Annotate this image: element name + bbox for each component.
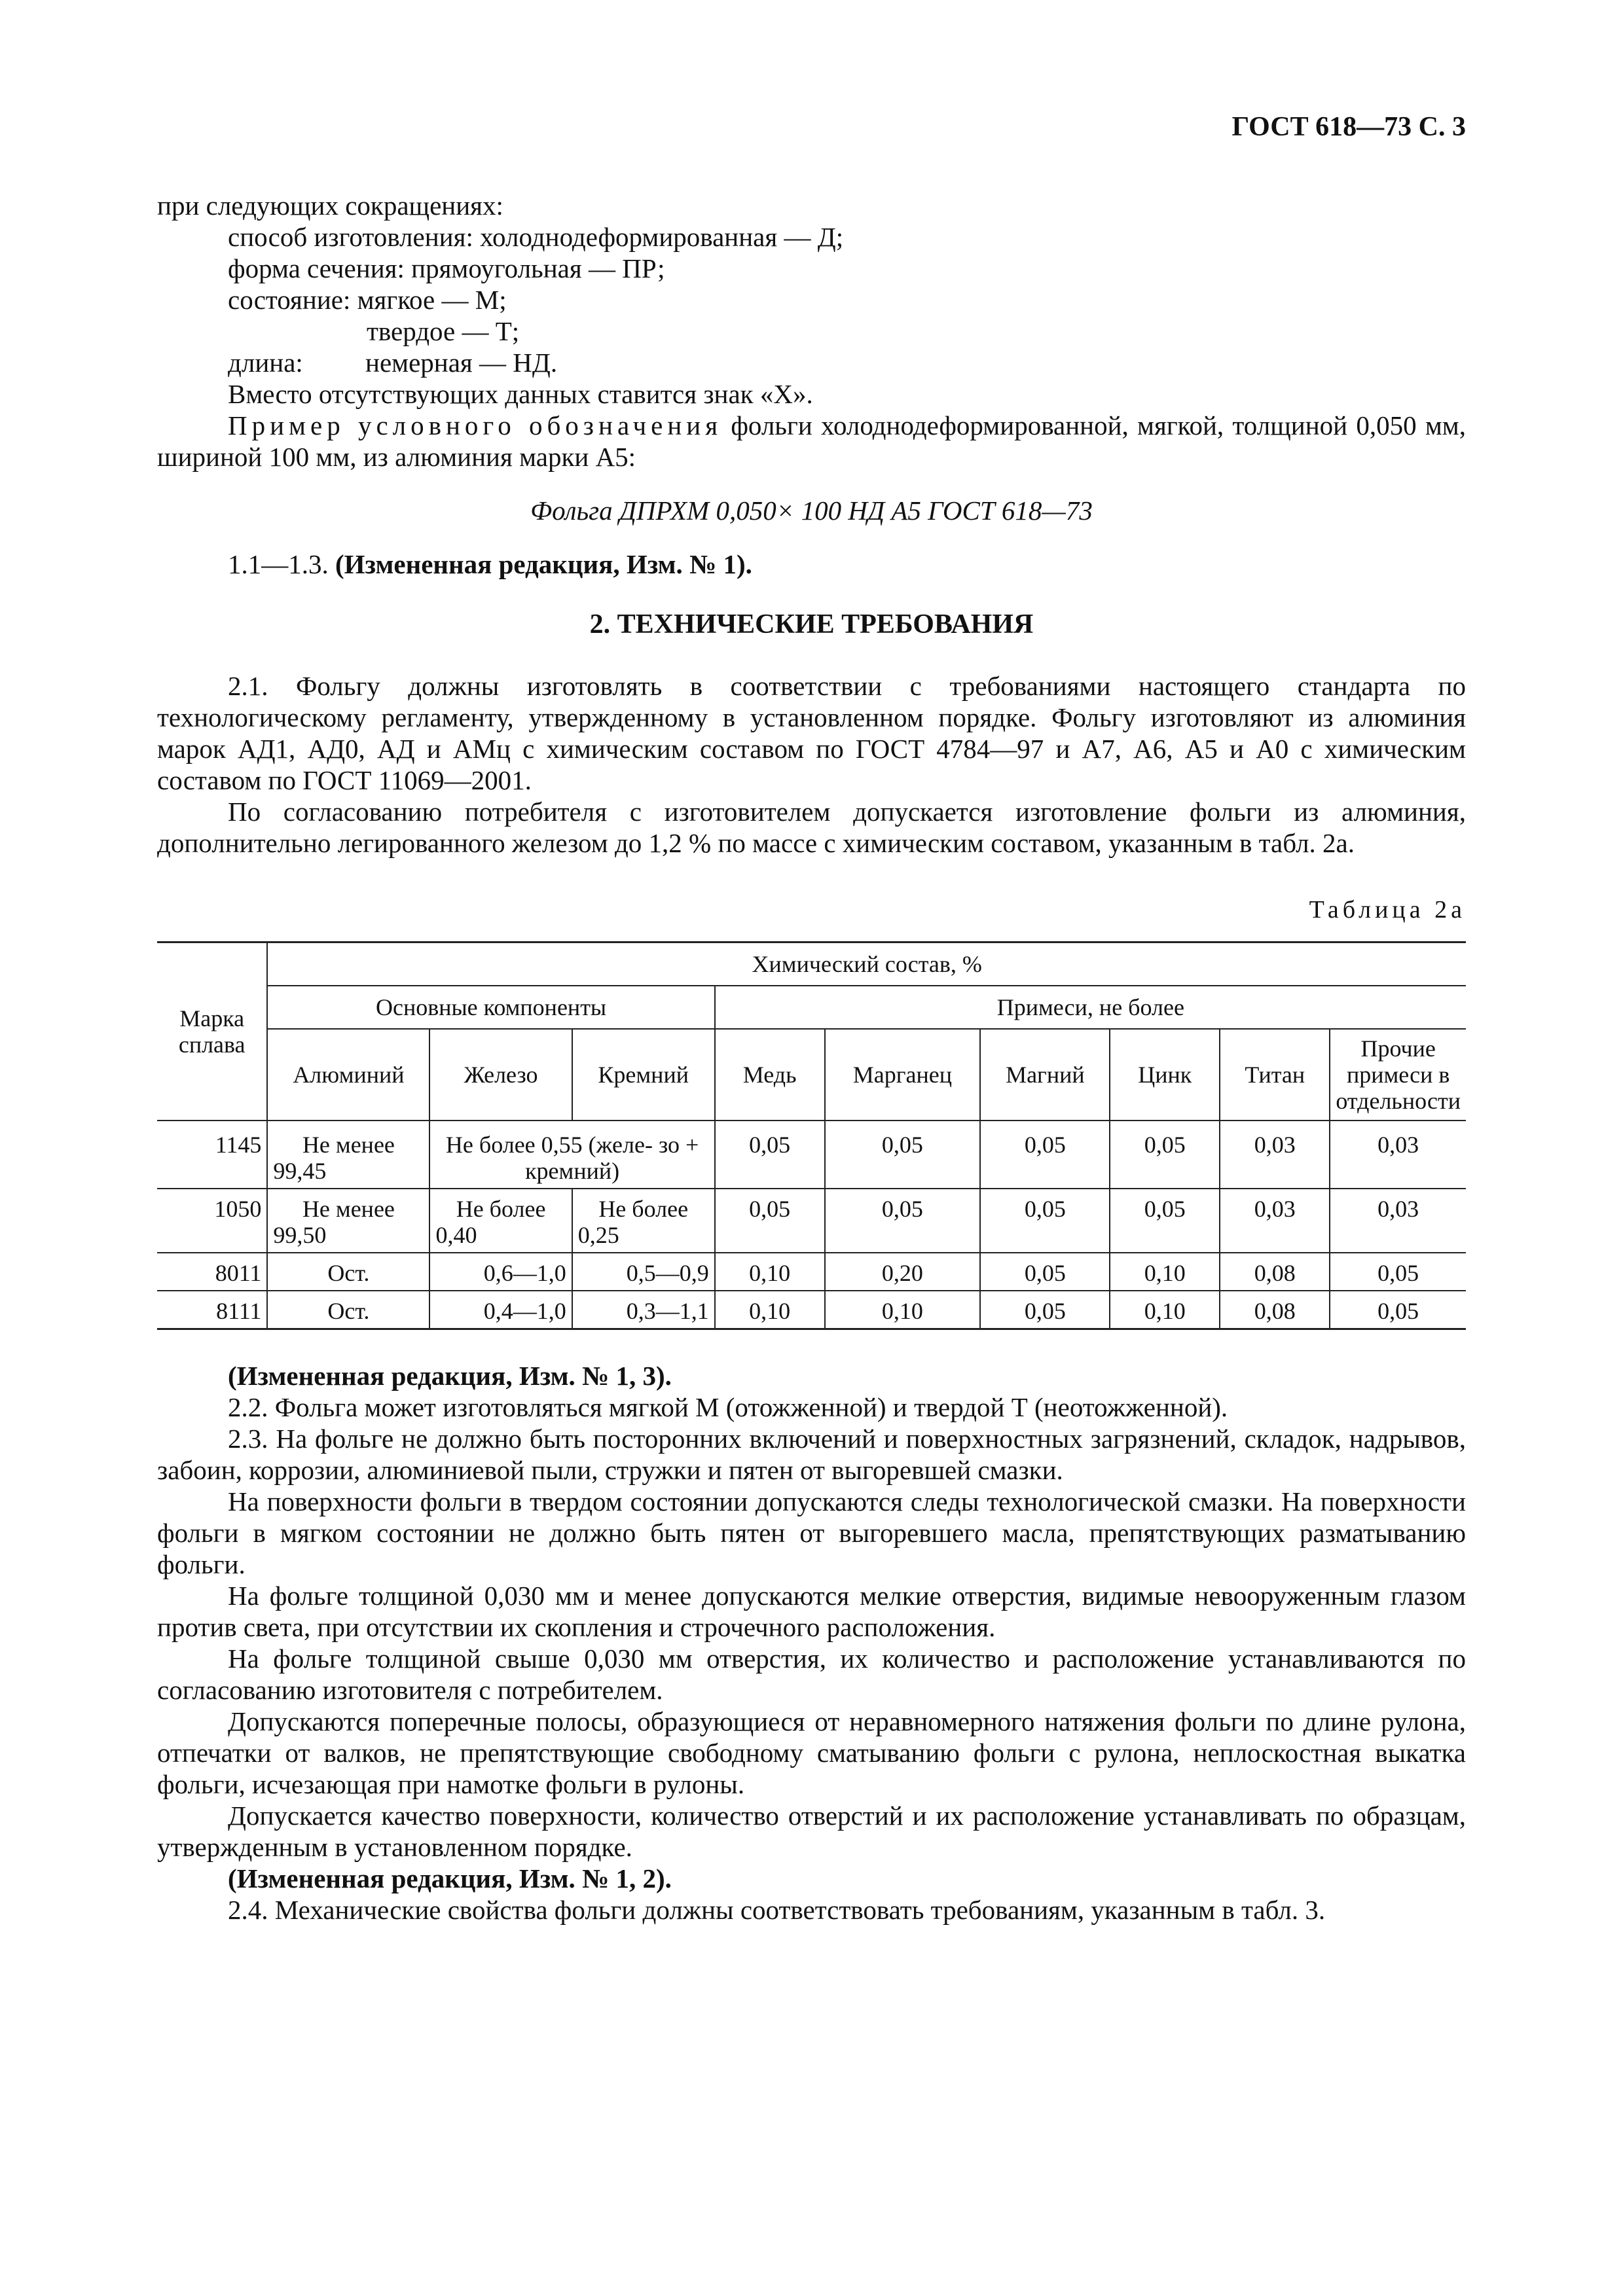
example-text: фольги холоднодеформированной, мягкой, толщиной 0,050 мм, шириной 100 мм, из алюминия марки А5:	[157, 410, 1467, 472]
cell-copper: 0,10	[715, 1253, 825, 1291]
cell-zinc: 0,05	[1110, 1121, 1220, 1189]
col-zinc: Цинк	[1110, 1029, 1220, 1121]
paragraph-2-3-lubricant: На поверхности фольги в твердом состоянии допускаются следы технологической смазки. На поверхности фольги в мягком состоянии не должно быть пятен от выгоревшего масла, препятствующих разматыванию фольги.	[157, 1486, 1466, 1579]
cell-iron: 0,6—1,0	[429, 1253, 572, 1291]
cell-copper: 0,05	[715, 1189, 825, 1253]
header-grade: Марка сплава	[157, 942, 267, 1121]
length-value: немерная — НД.	[365, 348, 558, 378]
cell-silicon: Не более 0,25	[572, 1189, 715, 1253]
cell-zinc: 0,05	[1110, 1189, 1220, 1253]
cell-iron: Не более 0,40	[429, 1189, 572, 1253]
cell-iron-silicon: Не более 0,55 (желе- зо + кремний)	[429, 1121, 714, 1189]
cell-magnesium: 0,05	[980, 1291, 1110, 1329]
cell-magnesium: 0,05	[980, 1121, 1110, 1189]
abbr-state-hard: твердое — Т;	[367, 316, 520, 346]
cell-aluminum: Не менее 99,50	[267, 1189, 429, 1253]
amendment-number: 1.1—1.3.	[228, 549, 329, 579]
col-other-impurities: Прочие примеси в отдельности	[1330, 1029, 1466, 1121]
table-row	[157, 1253, 1466, 1291]
cell-zinc: 0,10	[1110, 1253, 1220, 1291]
cell-iron: 0,4—1,0	[429, 1291, 572, 1329]
table-row	[157, 1121, 1466, 1189]
cell-magnesium: 0,05	[980, 1189, 1110, 1253]
cell-other: 0,05	[1330, 1253, 1466, 1291]
col-magnesium: Магний	[980, 1029, 1110, 1121]
paragraph-2-3-holes-thin: На фольге толщиной 0,030 мм и менее допускаются мелкие отверстия, видимые невооруженным глазом против света, при отсутствии их скопления и строчечного расположения.	[157, 1581, 1466, 1642]
paragraph-2-1: 2.1. Фольгу должны изготовлять в соответствии с требованиями настоящего стандарта по технологическому регламенту, утвержденному в установленном порядке. Фольгу изготовляют из алюминия марок АД1, АД0, АД и АМц с химическим составом по ГОСТ 4784—97 и А7, А6, А5 и А0 с химическим составом по ГОСТ 11069—2001.	[157, 671, 1466, 795]
cell-other: 0,03	[1330, 1121, 1466, 1189]
cell-silicon: 0,3—1,1	[572, 1291, 715, 1329]
abbr-state-soft: состояние: мягкое — М;	[228, 285, 507, 315]
cell-manganese: 0,20	[825, 1253, 981, 1291]
cell-aluminum: Ост.	[267, 1291, 429, 1329]
cell-copper: 0,10	[715, 1291, 825, 1329]
header-impurities: Примеси, не более	[715, 986, 1466, 1029]
col-silicon: Кремний	[572, 1029, 715, 1121]
document-body	[157, 190, 1466, 1926]
col-aluminum: Алюминий	[267, 1029, 429, 1121]
cell-copper: 0,05	[715, 1121, 825, 1189]
paragraph-2-2: 2.2. Фольга может изготовляться мягкой М (отожженной) и твердой Т (неотожженной).	[228, 1392, 1228, 1422]
cell-magnesium: 0,05	[980, 1253, 1110, 1291]
amendment-1-3: (Измененная редакция, Изм. № 1, 3).	[228, 1361, 672, 1391]
cell-manganese: 0,05	[825, 1121, 981, 1189]
length-label: длина:	[228, 348, 303, 378]
header-chem-composition: Химический состав, %	[267, 942, 1466, 986]
header-main-components: Основные компоненты	[267, 986, 714, 1029]
cell-grade: 8011	[157, 1253, 267, 1291]
table-row	[157, 1189, 1466, 1253]
abbr-length	[157, 347, 1466, 378]
intro-line: при следующих сокращениях:	[157, 190, 503, 221]
page-header: ГОСТ 618—73 С. 3	[1231, 112, 1466, 142]
cell-titanium: 0,03	[1220, 1121, 1330, 1189]
cell-aluminum: Ост.	[267, 1253, 429, 1291]
cell-manganese: 0,05	[825, 1189, 981, 1253]
cell-silicon: 0,5—0,9	[572, 1253, 715, 1291]
amendment-1-2: (Измененная редакция, Изм. № 1, 2).	[228, 1863, 672, 1893]
amendment-1-1-3	[157, 548, 1466, 580]
col-manganese: Марганец	[825, 1029, 981, 1121]
cell-zinc: 0,10	[1110, 1291, 1220, 1329]
cell-titanium: 0,08	[1220, 1253, 1330, 1291]
example-spaced-label: Пример условного обозначения	[228, 410, 723, 440]
paragraph-2-4: 2.4. Механические свойства фольги должны соответствовать требованиям, указанным в табл. 3.	[228, 1895, 1326, 1925]
cell-aluminum: Не менее 99,45	[267, 1121, 429, 1189]
abbr-missing: Вместо отсутствующих данных ставится знак «Х».	[228, 379, 813, 409]
cell-other: 0,03	[1330, 1189, 1466, 1253]
table-label: Таблица 2а	[1309, 896, 1466, 924]
paragraph-2-3-stripes: Допускаются поперечные полосы, образующиеся от неравномерного натяжения фольги по длине рулона, отпечатки от валков, не препятствующие свободному сматыванию фольги с рулона, неплоскостная выкатка фольги, исчезающая при намотке фольги в рулоны.	[157, 1706, 1466, 1799]
cell-manganese: 0,10	[825, 1291, 981, 1329]
abbr-section-form: форма сечения: прямоугольная — ПР;	[228, 253, 665, 283]
col-copper: Медь	[715, 1029, 825, 1121]
col-iron: Железо	[429, 1029, 572, 1121]
cell-other: 0,05	[1330, 1291, 1466, 1329]
paragraph-2-3: 2.3. На фольге не должно быть посторонних включений и поверхностных загрязнений, складок, надрывов, забоин, коррозии, алюминиевой пыли, стружки и пятен от выгоревшей смазки.	[157, 1424, 1466, 1485]
paragraph-2-3-holes-thick: На фольге толщиной свыше 0,030 мм отверстия, их количество и расположение устанавливаются по согласованию изготовителя с потребителем.	[157, 1643, 1466, 1705]
amendment-note: (Измененная редакция, Изм. № 1).	[335, 549, 752, 579]
table-row	[157, 1291, 1466, 1329]
chemical-composition-table	[157, 941, 1466, 1330]
section-title: 2. ТЕХНИЧЕСКИЕ ТРЕБОВАНИЯ	[589, 609, 1034, 639]
cell-grade: 1050	[157, 1189, 267, 1253]
example-paragraph	[157, 410, 1466, 473]
cell-titanium: 0,03	[1220, 1189, 1330, 1253]
cell-titanium: 0,08	[1220, 1291, 1330, 1329]
example-designation: Фольга ДПРХМ 0,050× 100 НД А5 ГОСТ 618—73	[530, 495, 1093, 526]
cell-grade: 8111	[157, 1291, 267, 1329]
cell-grade: 1145	[157, 1121, 267, 1189]
abbr-method: способ изготовления: холоднодеформированная — Д;	[228, 222, 844, 252]
paragraph-2-3-samples: Допускается качество поверхности, количество отверстий и их расположение устанавливать по образцам, утвержденным в установленном порядке.	[157, 1801, 1466, 1862]
col-titanium: Титан	[1220, 1029, 1330, 1121]
paragraph-2-1-agreement: По согласованию потребителя с изготовителем допускается изготовление фольги из алюминия, дополнительно легированного железом до 1,2 % по массе с химическим составом, указанным в табл. 2а.	[157, 797, 1466, 858]
